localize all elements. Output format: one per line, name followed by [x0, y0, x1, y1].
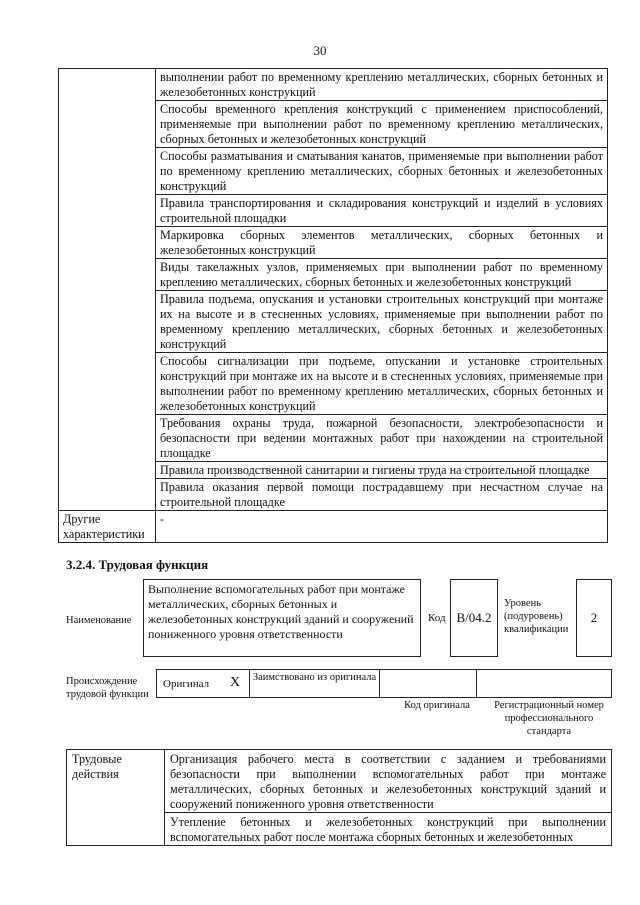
table-cell: Правила подъема, опускания и установки строительных конструкций при монтаже их на высоте и в стесненных условиях, применяемые при выполнении работ по временному креплению металлических, сборных бетонных и железобетонных конструкций [156, 291, 608, 353]
name-label: Наименование [66, 615, 132, 626]
table-cell: Правила оказания первой помощи пострадавшему при несчастном случае на строительной площадке [156, 479, 608, 511]
origin-borrowed-label: Заимствовано из оригинала [250, 670, 380, 697]
function-name-value: Выполнение вспомогательных работ при монтаже металлических, сборных бетонных и железобетонных конструкций зданий и сооружений пониженного уровня ответственности [143, 579, 421, 657]
origin-row [156, 669, 612, 698]
table-row [67, 750, 612, 813]
code-value: B/04.2 [450, 579, 498, 657]
origin-reg-number-cell [477, 670, 611, 697]
table-row [59, 69, 608, 101]
table-cell: Организация рабочего места в соответствии с заданием и требованиями безопасности при выполнении вспомогательных работ при монтаже металлических, сборных бетонных и железобетонных конструкций зданий и сооружений пониженного уровня ответственности [165, 750, 612, 813]
code-label: Код [428, 612, 446, 624]
table-cell: Способы разматывания и сматывания канатов, применяемые при выполнении работ по временному креплению металлических, сборных бетонных и железобетонных конструкций [156, 148, 608, 195]
origin-code-cell [380, 670, 477, 697]
table-cell: выполнении работ по временному креплению металлических, сборных бетонных и железобетонных конструкций [156, 69, 608, 101]
other-characteristics-label: Другие характеристики [59, 511, 156, 543]
table-cell: Способы временного крепления конструкций с применением приспособлений, применяемые при выполнении работ по временному креплению металлических, сборных бетонных и железобетонных конструкций [156, 101, 608, 148]
level-label: Уровень (подуровень) квалификации [504, 598, 569, 635]
page-number: 30 [313, 43, 327, 58]
table-cell: Правила транспортирования и складирования конструкций и изделий в условиях строительной площадки [156, 195, 608, 227]
origin-checkmark: X [221, 670, 250, 697]
code-original-label: Код оригинала [404, 700, 470, 711]
origin-label: Происхождение трудовой функции [66, 676, 149, 700]
row-label-empty [59, 69, 156, 511]
table-row [59, 511, 608, 543]
table-cell: Виды такелажных узлов, применяемых при выполнении работ по временному креплению металлических, сборных бетонных и железобетонных конструкций [156, 259, 608, 291]
origin-original-label: Оригинал [163, 678, 210, 690]
table-cell: Требования охраны труда, пожарной безопасности, электробезопасности и безопасности при ведении монтажных работ при нахождении на строительной площадке [156, 415, 608, 462]
reg-number-label: Регистрационный номер профессионального стандарта [494, 700, 604, 737]
table-cell: - [156, 511, 608, 543]
table-cell: Утепление бетонных и железобетонных конструкций при выполнении вспомогательных работ после монтажа сборных бетонных и железобетонных [165, 813, 612, 846]
table-cell: Маркировка сборных элементов металлических, сборных бетонных и железобетонных конструкций [156, 227, 608, 259]
labor-actions-table [66, 749, 612, 846]
labor-actions-label: Трудовые действия [67, 750, 165, 846]
level-value: 2 [576, 579, 612, 657]
knowledge-table-continuation [58, 68, 608, 543]
section-title: 3.2.4. Трудовая функция [66, 557, 209, 572]
table-cell: Правила производственной санитарии и гигиены труда на строительной площадке [156, 462, 608, 479]
table-cell: Способы сигнализации при подъеме, опускании и установке строительных конструкций при монтаже их на высоте и в стесненных условиях, применяемые при выполнении работ по временному креплению металлических, сборных бетонных и железобетонных конструкций [156, 353, 608, 415]
